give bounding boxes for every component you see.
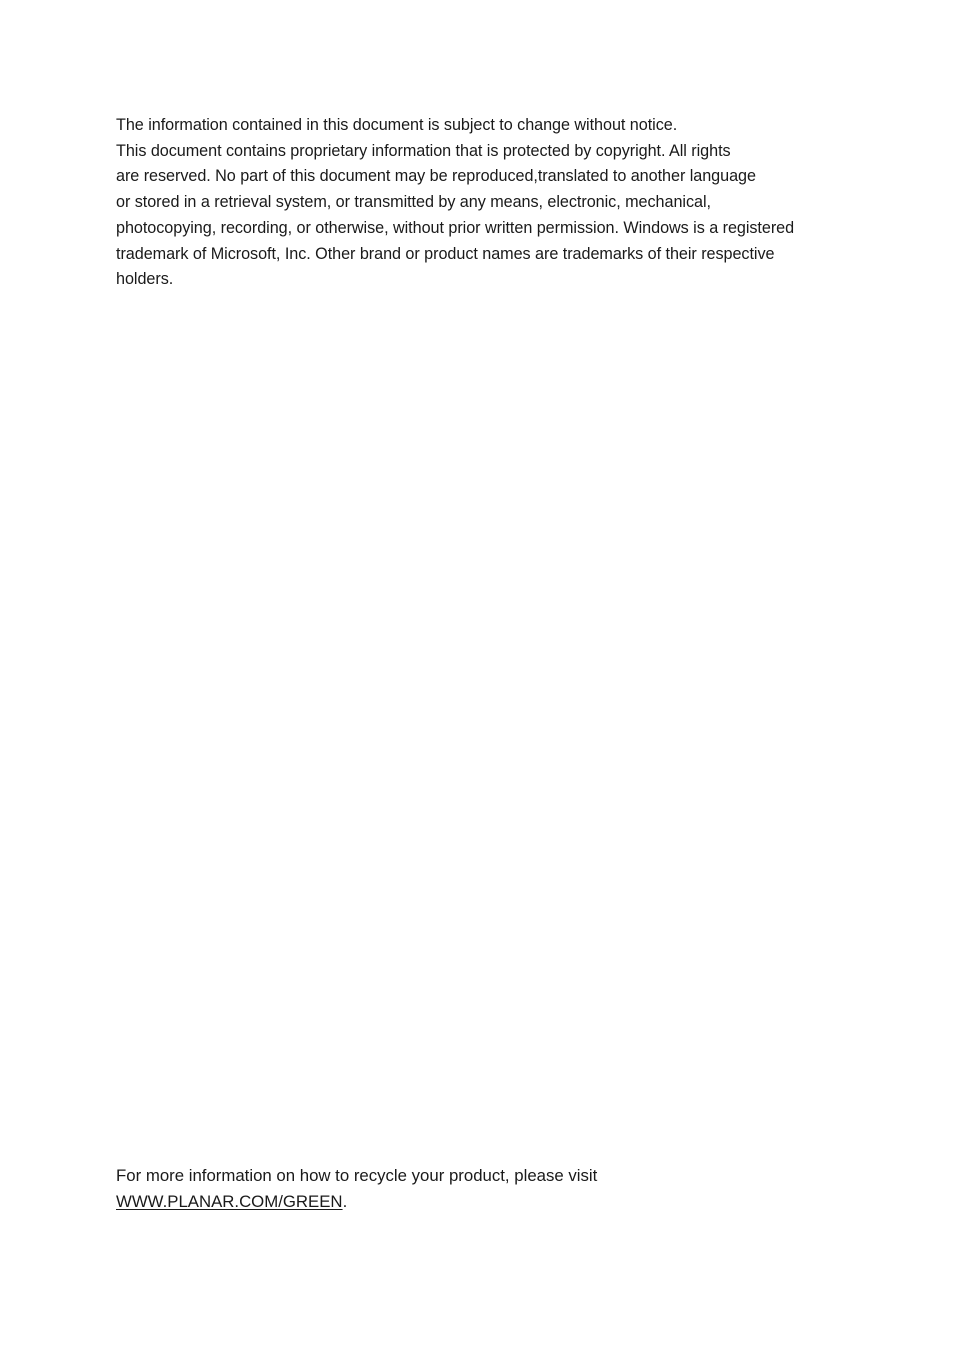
notice-line: This document contains proprietary information that is protected by copyright. All rights: [116, 141, 731, 160]
recycle-link[interactable]: WWW.PLANAR.COM/GREEN: [116, 1191, 343, 1211]
recycle-intro: For more information on how to recycle your product, please visit: [116, 1166, 598, 1185]
notice-line: or stored in a retrieval system, or transmitted by any means, electronic, mechanical,: [116, 193, 711, 212]
notice-line: photocopying, recording, or otherwise, without prior written permission. Windows is a registered: [116, 218, 795, 237]
notice-line: trademark of Microsoft, Inc. Other brand or product names are trademarks of their respective: [116, 244, 775, 263]
recycle-trailing-period: .: [342, 1191, 348, 1211]
notice-line: holders.: [116, 270, 174, 289]
recycle-info: [116, 1163, 876, 1215]
recycle-link-line: [116, 1189, 876, 1215]
notice-line: The information contained in this document is subject to change without notice.: [116, 116, 678, 134]
copyright-notice: [116, 113, 876, 293]
notice-line: are reserved. No part of this document may be reproduced,translated to another language: [116, 167, 756, 186]
